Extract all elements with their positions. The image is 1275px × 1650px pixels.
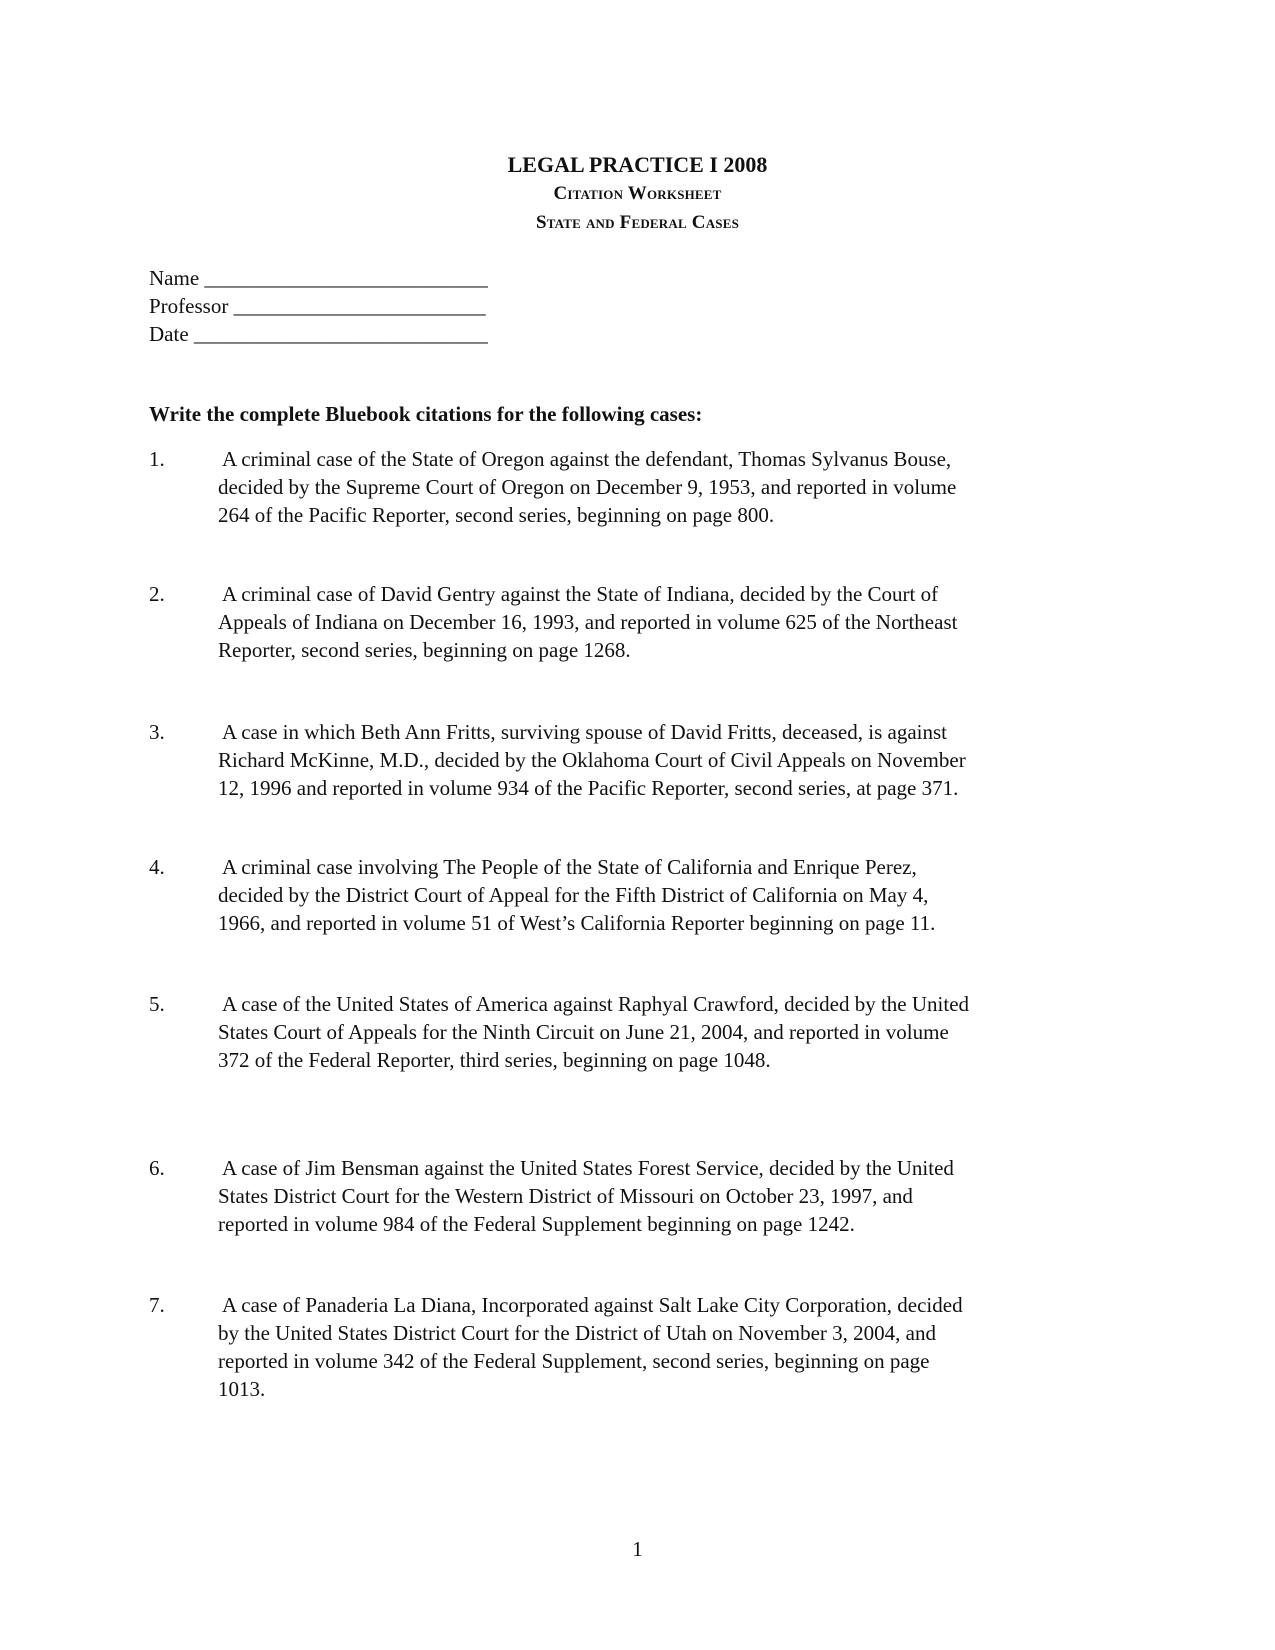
case-number: 5.: [149, 992, 165, 1016]
case-line: decided by the Supreme Court of Oregon on December 9, 1953, and reported in volume: [218, 475, 957, 499]
case-line: 1013.: [218, 1377, 266, 1401]
document-title: LEGAL PRACTICE I 2008: [507, 152, 768, 177]
case-line: reported in volume 984 of the Federal Supplement beginning on page 1242.: [218, 1212, 855, 1236]
case-line: A criminal case involving The People of the State of California and Enrique Perez,: [222, 855, 917, 879]
case-number: 3.: [149, 720, 165, 744]
case-description: [218, 1291, 1108, 1403]
case-line: States Court of Appeals for the Ninth Circuit on June 21, 2004, and reported in volume: [218, 1020, 949, 1044]
document-header: [0, 150, 1275, 237]
case-description: [218, 990, 1108, 1074]
case-line: A case of Panaderia La Diana, Incorporated against Salt Lake City Corporation, decided: [222, 1293, 963, 1317]
case-line: A case in which Beth Ann Fritts, surviving spouse of David Fritts, deceased, is against: [222, 720, 947, 744]
document-subtitle-cases: State and Federal Cases: [535, 212, 740, 233]
case-description: [218, 718, 1108, 802]
instructions-heading: Write the complete Bluebook citations for the following cases:: [149, 402, 703, 426]
name-field[interactable]: Name ___________________________: [149, 266, 488, 290]
case-description: [218, 1154, 1108, 1238]
case-line: States District Court for the Western District of Missouri on October 23, 1997, and: [218, 1184, 913, 1208]
case-line: decided by the District Court of Appeal for the Fifth District of California on May 4,: [218, 883, 929, 907]
case-description: [218, 853, 1108, 937]
case-line: reported in volume 342 of the Federal Supplement, second series, beginning on page: [218, 1349, 930, 1373]
case-number: 1.: [149, 447, 165, 471]
case-number: 2.: [149, 582, 165, 606]
case-line: Appeals of Indiana on December 16, 1993, and reported in volume 625 of the Northeast: [218, 610, 958, 634]
case-line: Richard McKinne, M.D., decided by the Oklahoma Court of Civil Appeals on November: [218, 748, 966, 772]
case-number: 6.: [149, 1156, 165, 1180]
case-line: 372 of the Federal Reporter, third series, beginning on page 1048.: [218, 1048, 771, 1072]
student-info-fields: [149, 264, 488, 348]
case-number: 7.: [149, 1293, 165, 1317]
document-subtitle-worksheet: Citation Worksheet: [553, 183, 722, 204]
case-line: A criminal case of David Gentry against the State of Indiana, decided by the Court of: [222, 582, 939, 606]
case-line: Reporter, second series, beginning on page 1268.: [218, 638, 631, 662]
case-line: 264 of the Pacific Reporter, second series, beginning on page 800.: [218, 503, 775, 527]
case-line: A case of the United States of America against Raphyal Crawford, decided by the United: [222, 992, 970, 1016]
page-number: 1: [632, 1537, 643, 1561]
professor-field[interactable]: Professor ________________________: [149, 294, 486, 318]
case-line: A criminal case of the State of Oregon against the defendant, Thomas Sylvanus Bouse,: [222, 447, 952, 471]
case-number: 4.: [149, 855, 165, 879]
case-line: 12, 1996 and reported in volume 934 of the Pacific Reporter, second series, at page 371.: [218, 776, 959, 800]
case-description: [218, 445, 1108, 529]
case-line: 1966, and reported in volume 51 of West’s California Reporter beginning on page 11.: [218, 911, 936, 935]
date-field[interactable]: Date ____________________________: [149, 322, 488, 346]
case-line: A case of Jim Bensman against the United States Forest Service, decided by the United: [222, 1156, 954, 1180]
case-description: [218, 580, 1108, 664]
case-line: by the United States District Court for the District of Utah on November 3, 2004, and: [218, 1321, 936, 1345]
